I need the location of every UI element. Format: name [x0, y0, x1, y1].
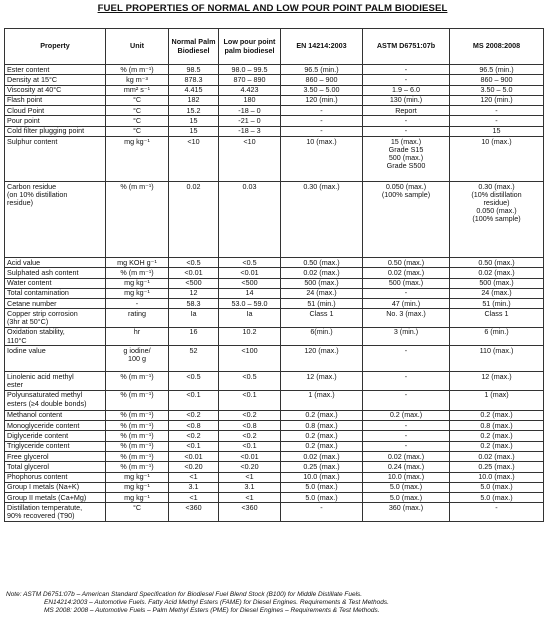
- table-row: [5, 288, 544, 298]
- cell-en14214: 0.2 (max.): [281, 410, 363, 420]
- cell-normal-palm: <0.2: [169, 410, 219, 420]
- cell-low-pour: 0.03: [219, 181, 281, 257]
- cell-en14214: 120 (max.): [281, 346, 363, 372]
- cell-property: Density at 15°C: [5, 75, 106, 85]
- cell-ms2008: 0.02 (max.): [450, 452, 544, 462]
- cell-en14214: 0.2 (max.): [281, 431, 363, 441]
- cell-property: Distillation temperatute, 90% recovered (T90): [5, 503, 106, 522]
- cell-normal-palm: <0.20: [169, 462, 219, 472]
- cell-low-pour: <0.01: [219, 268, 281, 278]
- cell-property: Free glycerol: [5, 452, 106, 462]
- note-en14214: EN14214:2003 – Automotive Fuels. Fatty Acid Methyl Esters (FAME) for Diesel Engines. Requirements & Test Methods.: [44, 599, 389, 607]
- cell-low-pour: 14: [219, 288, 281, 298]
- cell-unit: % (m m⁻¹): [106, 452, 169, 462]
- cell-property: Group II metals (Ca+Mg): [5, 493, 106, 503]
- cell-astm: 0.50 (max.): [363, 257, 450, 267]
- cell-astm: 3 (min.): [363, 327, 450, 346]
- cell-astm: -: [363, 431, 450, 441]
- cell-astm: 0.02 (max.): [363, 268, 450, 278]
- cell-ms2008: 51 (min.): [450, 299, 544, 309]
- cell-astm: -: [363, 75, 450, 85]
- header-normal-palm: Normal Palm Biodiesel: [169, 29, 219, 65]
- cell-low-pour: 53.0 – 59.0: [219, 299, 281, 309]
- cell-low-pour: <0.8: [219, 421, 281, 431]
- cell-property: Phophorus content: [5, 472, 106, 482]
- cell-property: Methanol content: [5, 410, 106, 420]
- table-row: [5, 85, 544, 95]
- table-row: [5, 95, 544, 105]
- cell-normal-palm: 15: [169, 116, 219, 126]
- cell-astm: 0.2 (max.): [363, 410, 450, 420]
- table-row: [5, 309, 544, 328]
- cell-ms2008: -: [450, 116, 544, 126]
- cell-normal-palm: 878.3: [169, 75, 219, 85]
- table-row: [5, 136, 544, 181]
- cell-normal-palm: <0.01: [169, 452, 219, 462]
- cell-low-pour: <0.5: [219, 257, 281, 267]
- cell-unit: mg kg⁻¹: [106, 482, 169, 492]
- cell-unit: mm² s⁻¹: [106, 85, 169, 95]
- cell-en14214: 860 – 900: [281, 75, 363, 85]
- cell-normal-palm: 15: [169, 126, 219, 136]
- cell-normal-palm: 58.3: [169, 299, 219, 309]
- cell-property: Cloud Point: [5, 106, 106, 116]
- cell-low-pour: 98.0 – 99.5: [219, 65, 281, 75]
- fuel-properties-table: [4, 28, 544, 522]
- cell-normal-palm: 182: [169, 95, 219, 105]
- cell-ms2008: 120 (min.): [450, 95, 544, 105]
- cell-ms2008: 0.30 (max.) (10% distillation residue) 0.050 (max.) (100% sample): [450, 181, 544, 257]
- cell-en14214: 0.30 (max.): [281, 181, 363, 257]
- cell-low-pour: Ia: [219, 309, 281, 328]
- cell-low-pour: <0.2: [219, 410, 281, 420]
- cell-property: Monoglyceride content: [5, 421, 106, 431]
- cell-ms2008: 5.0 (max.): [450, 482, 544, 492]
- cell-normal-palm: <0.5: [169, 372, 219, 391]
- cell-property: Linolenic acid methyl ester: [5, 372, 106, 391]
- cell-low-pour: -18 – 3: [219, 126, 281, 136]
- cell-astm: 360 (max.): [363, 503, 450, 522]
- cell-unit: % (m m⁻¹): [106, 372, 169, 391]
- cell-astm: 5.0 (max.): [363, 482, 450, 492]
- table-notes: [6, 591, 541, 616]
- cell-property: Group I metals (Na+K): [5, 482, 106, 492]
- cell-property: Sulphur content: [5, 136, 106, 181]
- table-row: [5, 503, 544, 522]
- cell-ms2008: 0.2 (max.): [450, 431, 544, 441]
- cell-en14214: 6(min.): [281, 327, 363, 346]
- cell-en14214: 0.50 (max.): [281, 257, 363, 267]
- cell-ms2008: 0.50 (max.): [450, 257, 544, 267]
- cell-ms2008: 860 – 900: [450, 75, 544, 85]
- cell-property: Oxidation stability, 110°C: [5, 327, 106, 346]
- cell-en14214: 0.2 (max.): [281, 441, 363, 451]
- cell-ms2008: 0.02 (max.): [450, 268, 544, 278]
- cell-ms2008: Class 1: [450, 309, 544, 328]
- cell-low-pour: -21 – 0: [219, 116, 281, 126]
- cell-ms2008: -: [450, 503, 544, 522]
- cell-unit: % (m m⁻¹): [106, 268, 169, 278]
- cell-normal-palm: 98.5: [169, 65, 219, 75]
- cell-ms2008: 15: [450, 126, 544, 136]
- table-row: [5, 346, 544, 372]
- cell-en14214: Class 1: [281, 309, 363, 328]
- table-row: [5, 452, 544, 462]
- note-astm: Note: ASTM D6751:07b – American Standard Specification for Biodiesel Fuel Blend Stock (B100) for Middle Distillate Fuels.: [6, 591, 363, 598]
- document-title: FUEL PROPERTIES OF NORMAL AND LOW POUR POINT PALM BIODIESEL: [97, 3, 448, 14]
- cell-ms2008: 10 (max.): [450, 136, 544, 181]
- cell-low-pour: 180: [219, 95, 281, 105]
- header-unit: Unit: [106, 29, 169, 65]
- cell-normal-palm: 16: [169, 327, 219, 346]
- cell-property: Water content: [5, 278, 106, 288]
- cell-unit: % (m m⁻¹): [106, 410, 169, 420]
- header-low-pour: Low pour point palm biodiesel: [219, 29, 281, 65]
- cell-low-pour: <0.1: [219, 390, 281, 410]
- cell-ms2008: 10.0 (max.): [450, 472, 544, 482]
- table-row: [5, 421, 544, 431]
- cell-unit: °C: [106, 126, 169, 136]
- cell-ms2008: 0.8 (max.): [450, 421, 544, 431]
- cell-ms2008: 24 (max.): [450, 288, 544, 298]
- cell-en14214: 0.25 (max.): [281, 462, 363, 472]
- cell-astm: -: [363, 126, 450, 136]
- cell-unit: % (m m⁻¹): [106, 431, 169, 441]
- cell-en14214: 5.0 (max.): [281, 482, 363, 492]
- table-row: [5, 482, 544, 492]
- cell-unit: mg kg⁻¹: [106, 493, 169, 503]
- cell-low-pour: -18 – 0: [219, 106, 281, 116]
- cell-low-pour: <100: [219, 346, 281, 372]
- cell-ms2008: 1 (max): [450, 390, 544, 410]
- cell-low-pour: <10: [219, 136, 281, 181]
- cell-astm: -: [363, 372, 450, 391]
- cell-normal-palm: Ia: [169, 309, 219, 328]
- table-row: [5, 75, 544, 85]
- table-header-row: [5, 29, 544, 65]
- cell-normal-palm: <360: [169, 503, 219, 522]
- cell-astm: -: [363, 288, 450, 298]
- cell-astm: 0.050 (max.) (100% sample): [363, 181, 450, 257]
- cell-en14214: 10.0 (max.): [281, 472, 363, 482]
- cell-ms2008: 500 (max.): [450, 278, 544, 288]
- cell-normal-palm: <1: [169, 472, 219, 482]
- cell-ms2008: 3.50 – 5.0: [450, 85, 544, 95]
- cell-property: Polyunsaturated methyl esters (≥4 double bonds): [5, 390, 106, 410]
- table-row: [5, 116, 544, 126]
- cell-en14214: -: [281, 116, 363, 126]
- cell-astm: 0.24 (max.): [363, 462, 450, 472]
- cell-unit: mg KOH g⁻¹: [106, 257, 169, 267]
- cell-low-pour: 870 – 890: [219, 75, 281, 85]
- cell-en14214: 96.5 (min.): [281, 65, 363, 75]
- cell-low-pour: <0.5: [219, 372, 281, 391]
- cell-normal-palm: <0.2: [169, 431, 219, 441]
- cell-normal-palm: <500: [169, 278, 219, 288]
- cell-unit: °C: [106, 503, 169, 522]
- cell-en14214: -: [281, 106, 363, 116]
- cell-property: Diglyceride content: [5, 431, 106, 441]
- cell-unit: hr: [106, 327, 169, 346]
- cell-normal-palm: <0.8: [169, 421, 219, 431]
- cell-unit: % (m m⁻¹): [106, 390, 169, 410]
- table-row: [5, 257, 544, 267]
- cell-en14214: 500 (max.): [281, 278, 363, 288]
- cell-astm: -: [363, 116, 450, 126]
- cell-property: Acid value: [5, 257, 106, 267]
- cell-property: Ester content: [5, 65, 106, 75]
- cell-low-pour: <500: [219, 278, 281, 288]
- cell-unit: °C: [106, 95, 169, 105]
- cell-astm: -: [363, 346, 450, 372]
- cell-unit: mg kg⁻¹: [106, 472, 169, 482]
- table-body: [5, 65, 544, 522]
- cell-normal-palm: <0.1: [169, 390, 219, 410]
- cell-low-pour: <1: [219, 493, 281, 503]
- cell-normal-palm: 52: [169, 346, 219, 372]
- cell-property: Carbon residue (on 10% distillation residue): [5, 181, 106, 257]
- cell-normal-palm: <0.5: [169, 257, 219, 267]
- cell-property: Triglyceride content: [5, 441, 106, 451]
- header-property: Property: [5, 29, 106, 65]
- cell-low-pour: <1: [219, 472, 281, 482]
- table-row: [5, 106, 544, 116]
- cell-normal-palm: <0.01: [169, 268, 219, 278]
- cell-property: Pour point: [5, 116, 106, 126]
- table-row: [5, 372, 544, 391]
- cell-astm: No. 3 (max.): [363, 309, 450, 328]
- cell-property: Total contamination: [5, 288, 106, 298]
- cell-ms2008: 110 (max.): [450, 346, 544, 372]
- cell-en14214: -: [281, 126, 363, 136]
- cell-low-pour: 3.1: [219, 482, 281, 492]
- cell-low-pour: 10.2: [219, 327, 281, 346]
- cell-unit: mg kg⁻¹: [106, 278, 169, 288]
- table-row: [5, 493, 544, 503]
- cell-low-pour: <0.01: [219, 452, 281, 462]
- cell-en14214: 12 (max.): [281, 372, 363, 391]
- cell-unit: % (m m⁻¹): [106, 462, 169, 472]
- cell-astm: 0.02 (max.): [363, 452, 450, 462]
- table-row: [5, 65, 544, 75]
- cell-unit: mg kg⁻¹: [106, 288, 169, 298]
- cell-ms2008: 0.25 (max.): [450, 462, 544, 472]
- cell-en14214: 10 (max.): [281, 136, 363, 181]
- table-row: [5, 181, 544, 257]
- cell-normal-palm: <1: [169, 493, 219, 503]
- table-row: [5, 472, 544, 482]
- cell-astm: -: [363, 390, 450, 410]
- cell-en14214: 24 (max.): [281, 288, 363, 298]
- cell-en14214: 0.02 (max.): [281, 452, 363, 462]
- cell-astm: 5.0 (max.): [363, 493, 450, 503]
- cell-en14214: 5.0 (max.): [281, 493, 363, 503]
- cell-en14214: 0.02 (max.): [281, 268, 363, 278]
- header-en14214: EN 14214:2003: [281, 29, 363, 65]
- cell-property: Cold filter plugging point: [5, 126, 106, 136]
- table-row: [5, 390, 544, 410]
- cell-unit: mg kg⁻¹: [106, 136, 169, 181]
- cell-astm: 10.0 (max.): [363, 472, 450, 482]
- cell-astm: 15 (max.) Grade S15 500 (max.) Grade S500: [363, 136, 450, 181]
- cell-normal-palm: <10: [169, 136, 219, 181]
- cell-low-pour: <0.20: [219, 462, 281, 472]
- cell-unit: rating: [106, 309, 169, 328]
- cell-en14214: 0.8 (max.): [281, 421, 363, 431]
- table-row: [5, 299, 544, 309]
- table-row: [5, 268, 544, 278]
- note-ms2008: MS 2008: 2008 – Automotive Fuels – Palm Methyl Esters (PME) for Diesel Engines – Requirements & Test Methods.: [44, 607, 380, 615]
- cell-unit: % (m m⁻¹): [106, 421, 169, 431]
- cell-ms2008: 96.5 (min.): [450, 65, 544, 75]
- table-row: [5, 462, 544, 472]
- cell-property: Cetane number: [5, 299, 106, 309]
- cell-en14214: 3.50 – 5.00: [281, 85, 363, 95]
- cell-ms2008: -: [450, 106, 544, 116]
- table-row: [5, 431, 544, 441]
- cell-astm: 47 (min.): [363, 299, 450, 309]
- cell-astm: 1.9 – 6.0: [363, 85, 450, 95]
- table-row: [5, 410, 544, 420]
- table-row: [5, 278, 544, 288]
- cell-low-pour: <0.2: [219, 431, 281, 441]
- cell-normal-palm: 15.2: [169, 106, 219, 116]
- cell-ms2008: 0.2 (max.): [450, 410, 544, 420]
- cell-unit: -: [106, 299, 169, 309]
- cell-property: Total glycerol: [5, 462, 106, 472]
- cell-en14214: 1 (max.): [281, 390, 363, 410]
- cell-unit: °C: [106, 116, 169, 126]
- cell-astm: Report: [363, 106, 450, 116]
- cell-astm: -: [363, 441, 450, 451]
- cell-en14214: -: [281, 503, 363, 522]
- cell-property: Copper strip corrosion (3hr at 50°C): [5, 309, 106, 328]
- table-row: [5, 441, 544, 451]
- table-row: [5, 327, 544, 346]
- cell-low-pour: <0.1: [219, 441, 281, 451]
- cell-ms2008: 0.2 (max.): [450, 441, 544, 451]
- cell-unit: g iodine/ 100 g: [106, 346, 169, 372]
- cell-unit: % (m m⁻¹): [106, 441, 169, 451]
- header-ms2008: MS 2008:2008: [450, 29, 544, 65]
- cell-normal-palm: 4.415: [169, 85, 219, 95]
- cell-unit: kg m⁻³: [106, 75, 169, 85]
- cell-normal-palm: <0.1: [169, 441, 219, 451]
- cell-low-pour: <360: [219, 503, 281, 522]
- cell-ms2008: 5.0 (max.): [450, 493, 544, 503]
- cell-low-pour: 4.423: [219, 85, 281, 95]
- cell-en14214: 51 (min.): [281, 299, 363, 309]
- cell-normal-palm: 3.1: [169, 482, 219, 492]
- header-astm: ASTM D6751:07b: [363, 29, 450, 65]
- cell-property: Iodine value: [5, 346, 106, 372]
- cell-astm: 130 (min.): [363, 95, 450, 105]
- cell-astm: -: [363, 65, 450, 75]
- cell-en14214: 120 (min.): [281, 95, 363, 105]
- cell-unit: % (m m⁻¹): [106, 65, 169, 75]
- cell-ms2008: 12 (max.): [450, 372, 544, 391]
- cell-unit: % (m m⁻¹): [106, 181, 169, 257]
- cell-astm: 500 (max.): [363, 278, 450, 288]
- cell-normal-palm: 12: [169, 288, 219, 298]
- cell-unit: °C: [106, 106, 169, 116]
- cell-property: Viscosity at 40°C: [5, 85, 106, 95]
- cell-property: Sulphated ash content: [5, 268, 106, 278]
- cell-astm: -: [363, 421, 450, 431]
- cell-property: Flash point: [5, 95, 106, 105]
- cell-normal-palm: 0.02: [169, 181, 219, 257]
- table-row: [5, 126, 544, 136]
- cell-ms2008: 6 (min.): [450, 327, 544, 346]
